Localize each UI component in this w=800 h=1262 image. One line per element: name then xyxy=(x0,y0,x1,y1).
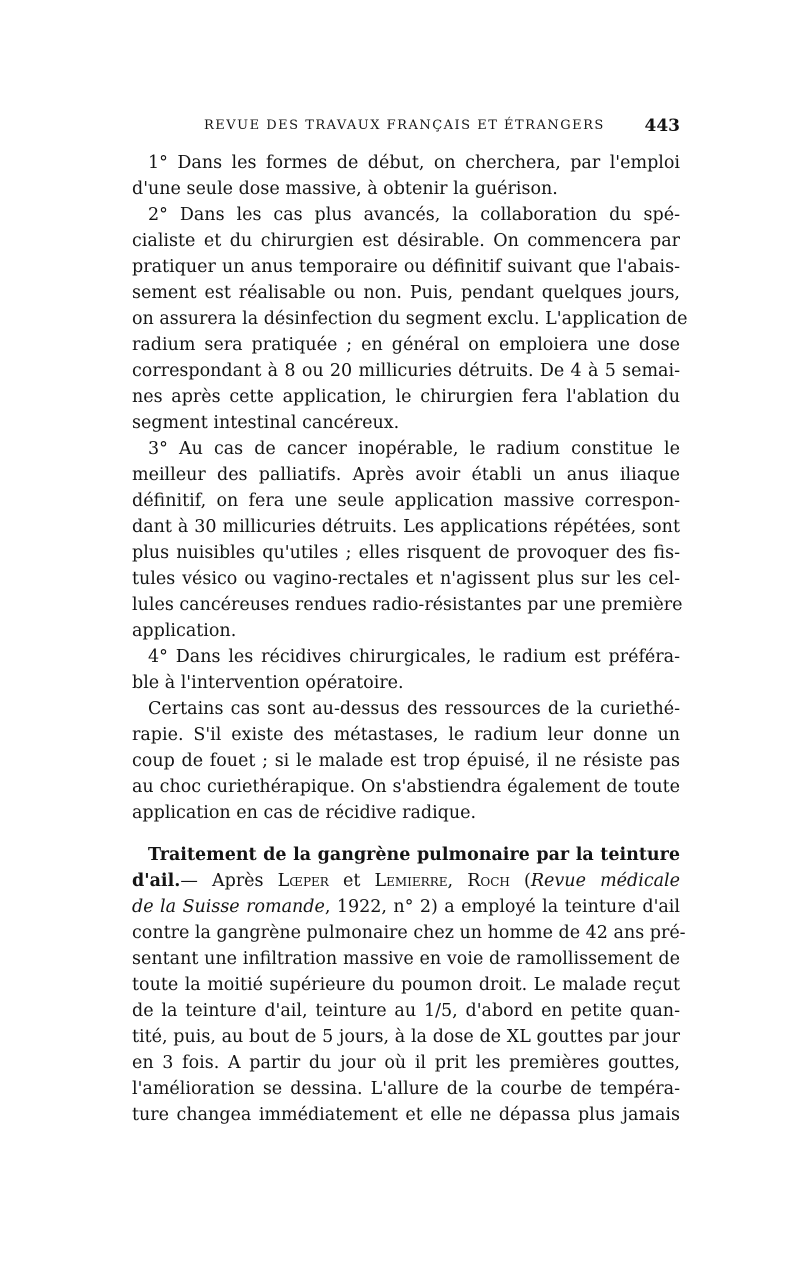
text-line: 4° Dans les récidives chirurgicales, le radium est préféra- xyxy=(148,647,680,667)
text-line: sement est réalisable ou non. Puis, pendant quelques jours, xyxy=(132,283,680,303)
text-line: cialiste et du chirurgien est désirable. On commencera par xyxy=(132,231,680,251)
text-line: dant à 30 millicuries détruits. Les applications répétées, sont xyxy=(132,517,680,537)
text-line: tité, puis, au bout de 5 jours, à la dose de XL gouttes par jour xyxy=(132,1027,680,1047)
author-name: Roch xyxy=(467,871,510,891)
text-line: radium sera pratiquée ; en général on emploiera une dose xyxy=(132,335,680,355)
text-line: application en cas de récidive radique. xyxy=(132,803,477,823)
page-header xyxy=(132,118,680,138)
text-line: ture changea immédiatement et elle ne dépassa plus jamais xyxy=(132,1105,680,1125)
text-line: 1° Dans les formes de début, on cherchera, par l'emploi xyxy=(148,153,680,173)
text-line xyxy=(132,894,680,920)
text-line: toute la moitié supérieure du poumon droit. Le malade reçut xyxy=(132,975,680,995)
text-line: d'une seule dose massive, à obtenir la guérison. xyxy=(132,179,558,199)
text-line: on assurera la désinfection du segment exclu. L'application de xyxy=(132,309,688,329)
text-line: nes après cette application, le chirurgien fera l'ablation du xyxy=(132,387,680,407)
text-fragment: ( xyxy=(509,871,531,891)
text-line: Certains cas sont au-dessus des ressources de la curiethé- xyxy=(148,699,680,719)
text-line: 3° Au cas de cancer inopérable, le radium constitue le xyxy=(148,439,680,459)
text-line: rapie. S'il existe des métastases, le radium leur donne un xyxy=(132,725,680,745)
text-line: l'amélioration se dessina. L'allure de la courbe de tempéra- xyxy=(132,1079,680,1099)
running-head: REVUE DES TRAVAUX FRANÇAIS ET ÉTRANGERS xyxy=(204,118,605,133)
text-line: de la teinture d'ail, teinture au 1/5, d'abord en petite quan- xyxy=(132,1001,680,1021)
text-line: définitif, on fera une seule application massive correspon- xyxy=(132,491,680,511)
text-line: lules cancéreuses rendues radio-résistantes par une première xyxy=(132,595,683,615)
text-fragment: — Après xyxy=(180,871,278,891)
text-line: correspondant à 8 ou 20 millicuries détruits. De 4 à 5 semai- xyxy=(132,361,680,381)
author-name: Lemierre xyxy=(374,871,448,891)
text-line: contre la gangrène pulmonaire chez un homme de 42 ans pré- xyxy=(132,923,686,943)
text-line: au choc curiethérapique. On s'abstiendra également de toute xyxy=(132,777,680,797)
text-line: coup de fouet ; si le malade est trop épuisé, il ne résiste pas xyxy=(132,751,680,771)
text-line: segment intestinal cancéreux. xyxy=(132,413,400,433)
text-line: meilleur des palliatifs. Après avoir établi un anus iliaque xyxy=(132,465,680,485)
journal-title: Revue médicale xyxy=(530,871,681,891)
text-fragment: , 1922, n° 2) a employé la teinture d'ail xyxy=(324,897,681,917)
text-line: ble à l'intervention opératoire. xyxy=(132,673,404,693)
text-line: application. xyxy=(132,621,237,641)
article-title: Traitement de la gangrène pulmonaire par la teinture xyxy=(148,845,680,865)
text-fragment: et xyxy=(328,871,375,891)
article-title-continued xyxy=(132,868,680,894)
text-line: pratiquer un anus temporaire ou définitif suivant que l'abais- xyxy=(132,257,680,277)
journal-title: de la Suisse romande xyxy=(132,897,325,917)
text-line: sentant une infiltration massive en voie de ramollissement de xyxy=(132,949,680,969)
article-title-end: d'ail. xyxy=(132,871,181,891)
author-name: Lœper xyxy=(277,871,329,891)
text-fragment: , xyxy=(447,871,468,891)
page-number: 443 xyxy=(644,116,680,136)
text-line: tules vésico ou vagino-rectales et n'agissent plus sur les cel- xyxy=(132,569,680,589)
text-line: plus nuisibles qu'utiles ; elles risquent de provoquer des fis- xyxy=(132,543,680,563)
text-line: en 3 fois. A partir du jour où il prit les premières gouttes, xyxy=(132,1053,680,1073)
text-line: 2° Dans les cas plus avancés, la collaboration du spé- xyxy=(148,205,680,225)
